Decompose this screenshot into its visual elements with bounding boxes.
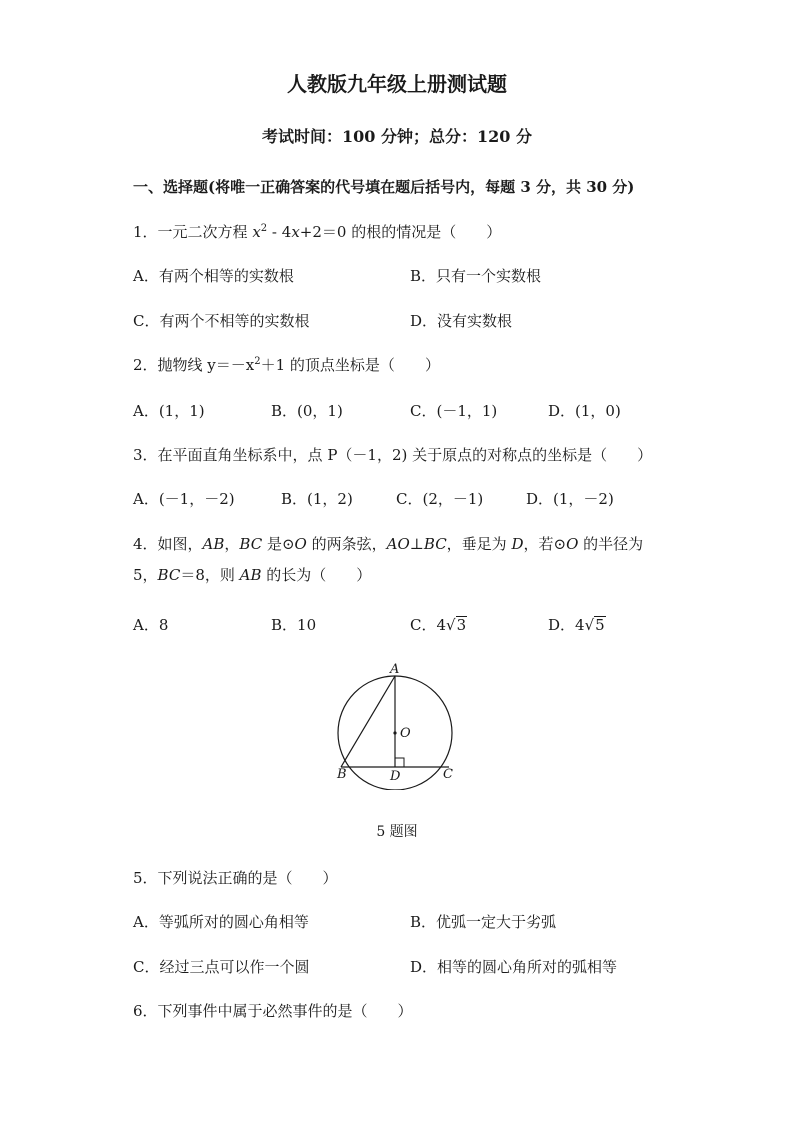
question-1: 1．一元二次方程 $x^2 - 4x+2=0$ 的根的情况是（ ） [133, 223, 502, 241]
q5-option-b: B．优弧一定大于劣弧 [410, 913, 557, 931]
question-2: 2．抛物线 $y=-x^2+1$ 的顶点坐标是（ ） [133, 356, 440, 374]
figure-caption: 5 题图 [376, 824, 418, 840]
q4-option-d: D．4√5 [548, 616, 605, 634]
label-a: A [390, 662, 400, 677]
q5-option-d: D．相等的圆心角所对的弧相等 [410, 958, 618, 976]
q3-option-a: A．(－1，－2) [133, 490, 235, 508]
label-b: B [337, 767, 347, 782]
question-6: 6．下列事件中属于必然事件的是（ ） [133, 1002, 413, 1020]
q2-option-a: A．(1，1) [133, 402, 205, 420]
question-4-line-2: 5，BC＝8，则 AB 的长为（ ） [133, 566, 372, 584]
q2-option-c: C．(－1，1) [410, 402, 498, 420]
page-title: 人教版九年级上册测试题 [287, 72, 507, 96]
question-3: 3．在平面直角坐标系中，点 P（－1，2) 关于原点的对称点的坐标是（ ） [133, 446, 653, 464]
right-angle-mark [395, 758, 404, 767]
q3-option-b: B．(1，2) [281, 490, 353, 508]
exam-info: 考试时间：100 分钟；总分：120 分 [262, 127, 532, 146]
q5-option-a: A．等弧所对的圆心角相等 [133, 913, 309, 931]
q5-option-c: C．经过三点可以作一个圆 [133, 958, 310, 976]
q1-option-c: C．有两个不相等的实数根 [133, 312, 310, 330]
chord-ab [341, 676, 395, 767]
question-4-line-1: 4．如图，AB，BC 是⊙O 的两条弦，AO⊥BC，垂足为 D，若⊙O 的半径为 [133, 535, 644, 553]
circle-figure [320, 660, 480, 790]
label-o: O [400, 726, 411, 741]
center-point [393, 731, 396, 734]
section-heading: 一、选择题(将唯一正确答案的代号填在题后括号内，每题 3 分，共 30 分) [133, 178, 635, 196]
q2-option-b: B．(0，1) [271, 402, 343, 420]
sqrt-3: √3 [446, 616, 467, 634]
q1-option-d: D．没有实数根 [410, 312, 513, 330]
q2-option-d: D．(1，0) [548, 402, 621, 420]
q1-option-b: B．只有一个实数根 [410, 267, 542, 285]
q4-option-c: C．4√3 [410, 616, 467, 634]
q3-option-c: C．(2，－1) [396, 490, 484, 508]
question-5: 5．下列说法正确的是（ ） [133, 869, 338, 887]
label-d: D [390, 769, 401, 784]
label-c: C [443, 767, 453, 782]
q4-option-a: A．8 [133, 616, 169, 634]
q4-option-b: B．10 [271, 616, 317, 634]
q3-option-d: D．(1，－2) [526, 490, 614, 508]
sqrt-5: √5 [584, 616, 605, 634]
q1-option-a: A．有两个相等的实数根 [133, 267, 294, 285]
